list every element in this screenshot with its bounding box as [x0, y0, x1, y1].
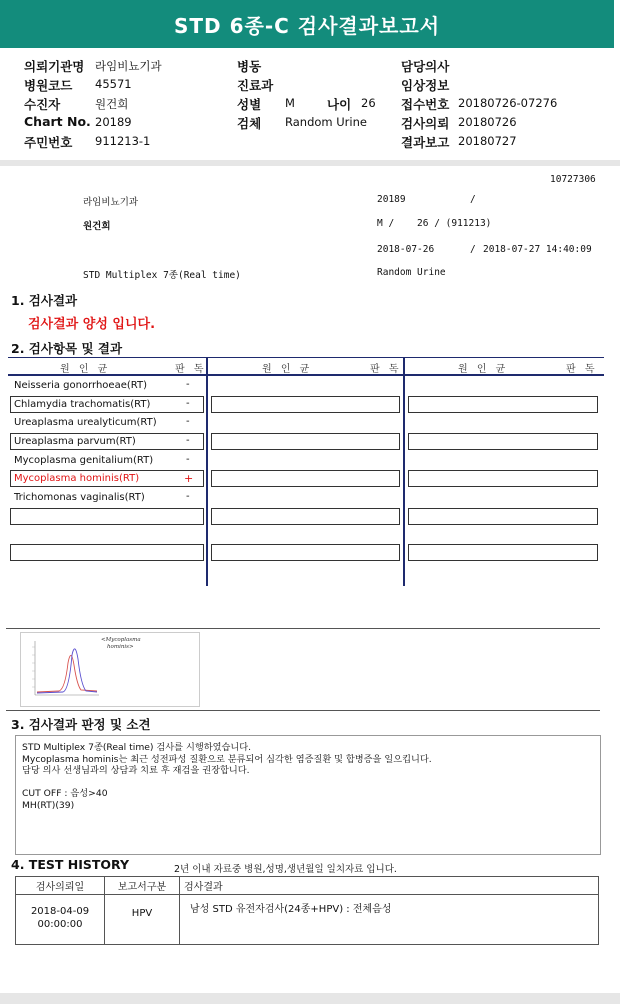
opinion-line: CUT OFF : 음성>40: [22, 788, 108, 799]
header-label: 주민번호: [24, 135, 73, 150]
pathogen-name: Neisseria gonorrhoeae(RT): [14, 380, 147, 391]
report-title: STD 6종-C 검사결과보고서: [0, 0, 614, 48]
pathogen-result: -: [186, 416, 190, 427]
history-result: 남성 STD 유전자검사(24종+HPV) : 전체음성: [180, 895, 599, 945]
header-label: 담당의사: [401, 59, 450, 74]
section-1-title: 1. 검사결과: [11, 293, 78, 308]
header-label: 결과보고: [401, 135, 450, 150]
header-label: 검체: [237, 116, 262, 131]
row-box: [408, 544, 598, 561]
header-label: 임상정보: [401, 78, 450, 93]
history-time-line: 00:00:00: [37, 919, 83, 930]
header-value: M: [285, 96, 295, 110]
row-box: [211, 433, 400, 450]
history-type: HPV: [105, 895, 180, 945]
history-header: 보고서구분: [105, 877, 180, 895]
header-label: 접수번호: [401, 97, 450, 112]
header-label: 수진자: [24, 97, 61, 112]
pathogen-result: -: [186, 398, 190, 409]
row-box: [10, 508, 204, 525]
history-date-line: 2018-04-09: [30, 906, 90, 917]
header-label: 성별: [237, 97, 262, 112]
row-box: [408, 433, 598, 450]
row-box: [211, 470, 400, 487]
header-value: Random Urine: [285, 115, 367, 129]
pathogen-name: Ureaplasma urealyticum(RT): [14, 417, 157, 428]
separator: /: [470, 194, 476, 205]
row-box: [408, 470, 598, 487]
header-label: 검사의뢰: [401, 116, 450, 131]
header-value: 20180726: [458, 115, 517, 129]
row-box: [10, 544, 204, 561]
history-row: [16, 895, 599, 945]
separator: /: [470, 244, 476, 255]
history-header: 검사의뢰일: [16, 877, 105, 895]
pathogen-name: Mycoplasma genitalium(RT): [14, 455, 154, 466]
pathogen-result: -: [186, 491, 190, 502]
col-header-pathogen: 원 인 균: [458, 364, 509, 375]
header-label: 병동: [237, 59, 262, 74]
divider: [6, 628, 600, 629]
col-header-judge: 판 독: [175, 364, 207, 375]
header-label: 병원코드: [24, 78, 73, 93]
pathogen-name: Ureaplasma parvum(RT): [14, 436, 136, 447]
col-divider: [206, 357, 208, 586]
pathogen-result-positive: +: [184, 472, 194, 485]
date-received: 2018-07-26: [377, 244, 435, 255]
row-box: [211, 544, 400, 561]
header-value: 911213-1: [95, 134, 151, 148]
row-box: [408, 508, 598, 525]
col-header-judge: 판 독: [566, 364, 598, 375]
footer-band: [0, 993, 620, 1004]
header-value: 20189: [95, 115, 132, 129]
chart-number: 20189: [377, 194, 406, 205]
header-value: 라임비뇨기과: [95, 59, 162, 73]
test-name: STD Multiplex 7종(Real time): [83, 270, 241, 281]
pathogen-result: -: [186, 454, 190, 465]
col-header-judge: 판 독: [370, 364, 402, 375]
header-label: Chart No.: [24, 114, 91, 129]
overall-result: 검사결과 양성 입니다.: [28, 317, 156, 332]
header-value: 원건희: [95, 97, 129, 111]
opinion-line: 담당 의사 선생님과의 상담과 치료 후 재검을 권장합니다.: [22, 765, 250, 776]
pathogen-name: Chlamydia trachomatis(RT): [14, 399, 151, 410]
opinion-line: MH(RT)(39): [22, 799, 75, 811]
pathogen-name-positive: Mycoplasma hominis(RT): [14, 473, 140, 484]
header-value: 20180726-07276: [458, 96, 558, 110]
history-date: [16, 895, 105, 945]
pathogen-result: -: [186, 379, 190, 390]
history-table: [15, 876, 599, 945]
section-4-title: 4. TEST HISTORY: [11, 857, 130, 872]
col-divider: [403, 357, 405, 586]
row-box: [408, 396, 598, 413]
graph-label: hominis>: [107, 644, 134, 650]
graph-label: <Mycoplasma: [101, 637, 141, 643]
clinic-name: 라임비뇨기과: [83, 197, 139, 208]
table-top-rule: [8, 357, 604, 358]
date-reported: 2018-07-27 14:40:09: [483, 244, 592, 255]
patient-name: 원건희: [83, 221, 111, 232]
row-box: [211, 396, 400, 413]
header-value: 45571: [95, 77, 132, 91]
pathogen-result: -: [186, 435, 190, 446]
opinion-line: STD Multiplex 7종(Real time) 검사를 시행하였습니다.: [22, 742, 252, 753]
header-info: [0, 48, 620, 156]
opinion-line: [22, 777, 594, 789]
header-label-age: 나이: [327, 97, 352, 112]
opinion-line: Mycoplasma hominis는 최근 성전파성 질환으로 분류되어 심각한 염증질환 및 합병증을 일으킵니다.: [22, 753, 432, 765]
col-header-pathogen: 원 인 균: [60, 364, 111, 375]
divider: [6, 710, 600, 711]
pathogen-name: Trichomonas vaginalis(RT): [14, 492, 145, 503]
header-value-age: 26: [361, 96, 376, 110]
header-label: 진료과: [237, 78, 274, 93]
opinion-box: [15, 735, 601, 855]
header-value: 20180727: [458, 134, 517, 148]
history-header: 검사결과: [180, 877, 599, 895]
header-label: 의뢰기관명: [24, 59, 85, 74]
section-2-title: 2. 검사항목 및 결과: [11, 341, 123, 356]
report-code: 10727306: [550, 174, 596, 185]
section-3-title: 3. 검사결과 판정 및 소견: [11, 717, 151, 732]
sex-age: M / 26 / (911213): [377, 218, 492, 229]
amplification-graph: [20, 632, 200, 707]
divider: [0, 160, 620, 166]
col-header-pathogen: 원 인 균: [262, 364, 313, 375]
row-box: [211, 508, 400, 525]
history-note: 2년 이내 자료중 병원,성명,생년월일 일치자료 입니다.: [174, 864, 397, 875]
specimen: Random Urine: [377, 267, 446, 278]
